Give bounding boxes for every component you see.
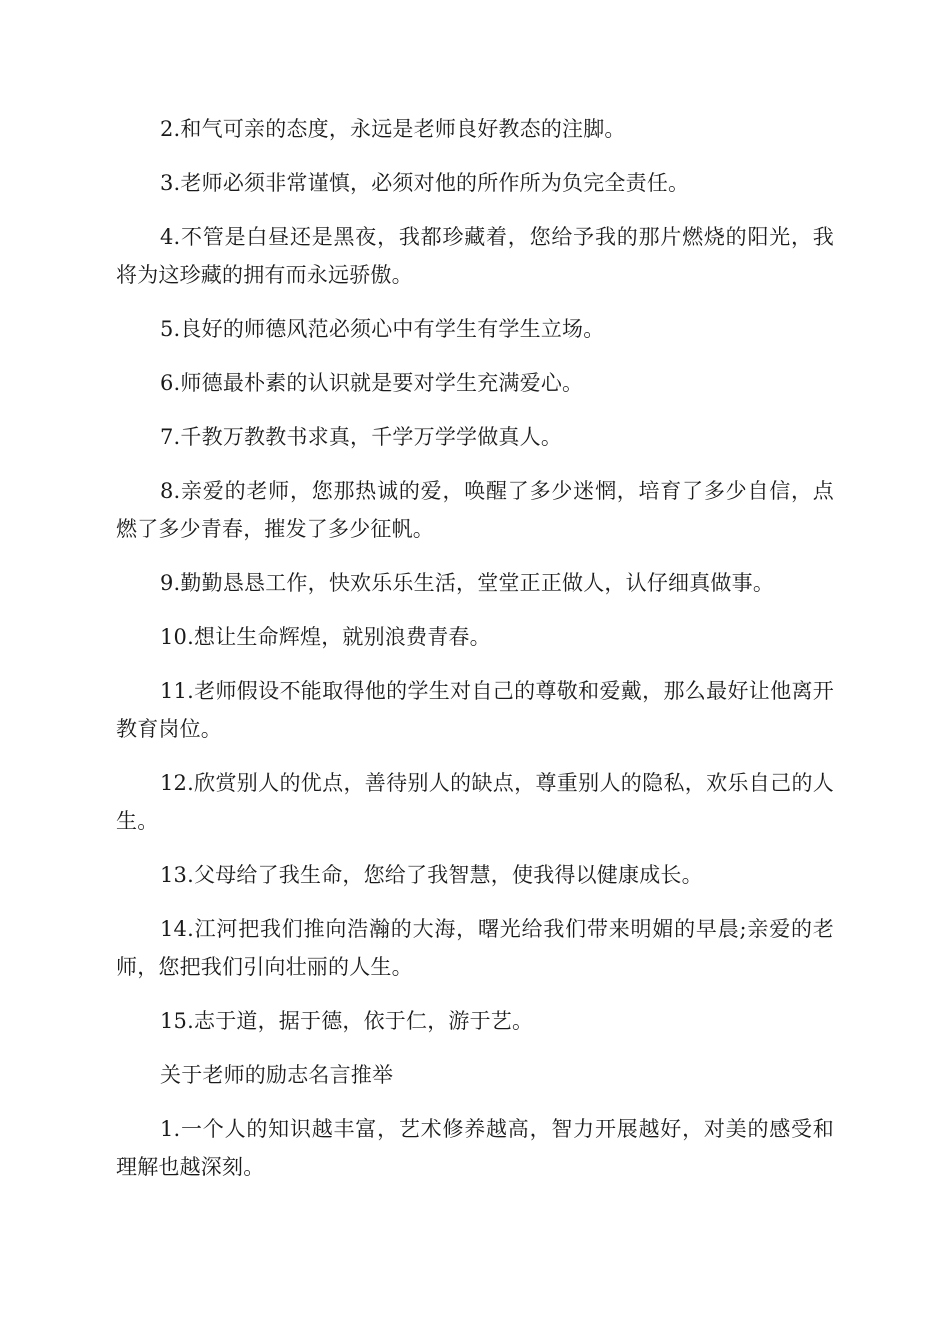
quote-paragraph: 6.师德最朴素的认识就是要对学生充满爱心。 <box>160 371 584 395</box>
quote-paragraph: 8.亲爱的老师，您那热诚的爱，唤醒了多少迷惘，培育了多少自信，点燃了多少青春，摧发了多少征帆。 <box>116 479 834 541</box>
quote-paragraph: 12.欣赏别人的优点，善待别人的缺点，尊重别人的隐私，欢乐自己的人生。 <box>116 771 834 833</box>
quote-paragraph: 13.父母给了我生命，您给了我智慧，使我得以健康成长。 <box>160 863 703 887</box>
document-body <box>116 110 834 1202</box>
quote-paragraph: 9.勤勤恳恳工作，快欢乐乐生活，堂堂正正做人，认仔细真做事。 <box>160 571 775 595</box>
quote-paragraph: 10.想让生命辉煌，就别浪费青春。 <box>160 625 491 649</box>
quote-paragraph: 2.和气可亲的态度，永远是老师良好教态的注脚。 <box>160 117 626 141</box>
quote-paragraph: 14.江河把我们推向浩瀚的大海，曙光给我们带来明媚的早晨;亲爱的老师，您把我们引向壮丽的人生。 <box>116 917 834 979</box>
quote-paragraph: 4.不管是白昼还是黑夜，我都珍藏着，您给予我的那片燃烧的阳光，我将为这珍藏的拥有而永远骄傲。 <box>116 225 834 287</box>
quote-paragraph: 7.千教万教教书求真，千学万学学做真人。 <box>160 425 563 449</box>
quote-paragraph: 3.老师必须非常谨慎，必须对他的所作所为负完全责任。 <box>160 171 690 195</box>
quote-paragraph: 5.良好的师德风范必须心中有学生有学生立场。 <box>160 317 605 341</box>
section-heading: 关于老师的励志名言推举 <box>160 1063 394 1087</box>
quote-paragraph: 11.老师假设不能取得他的学生对自己的尊敬和爱戴，那么最好让他离开教育岗位。 <box>116 679 834 741</box>
quote-paragraph: 1.一个人的知识越丰富，艺术修养越高，智力开展越好，对美的感受和理解也越深刻。 <box>116 1117 834 1179</box>
quote-paragraph: 15.志于道，据于德，依于仁，游于艺。 <box>160 1009 534 1033</box>
